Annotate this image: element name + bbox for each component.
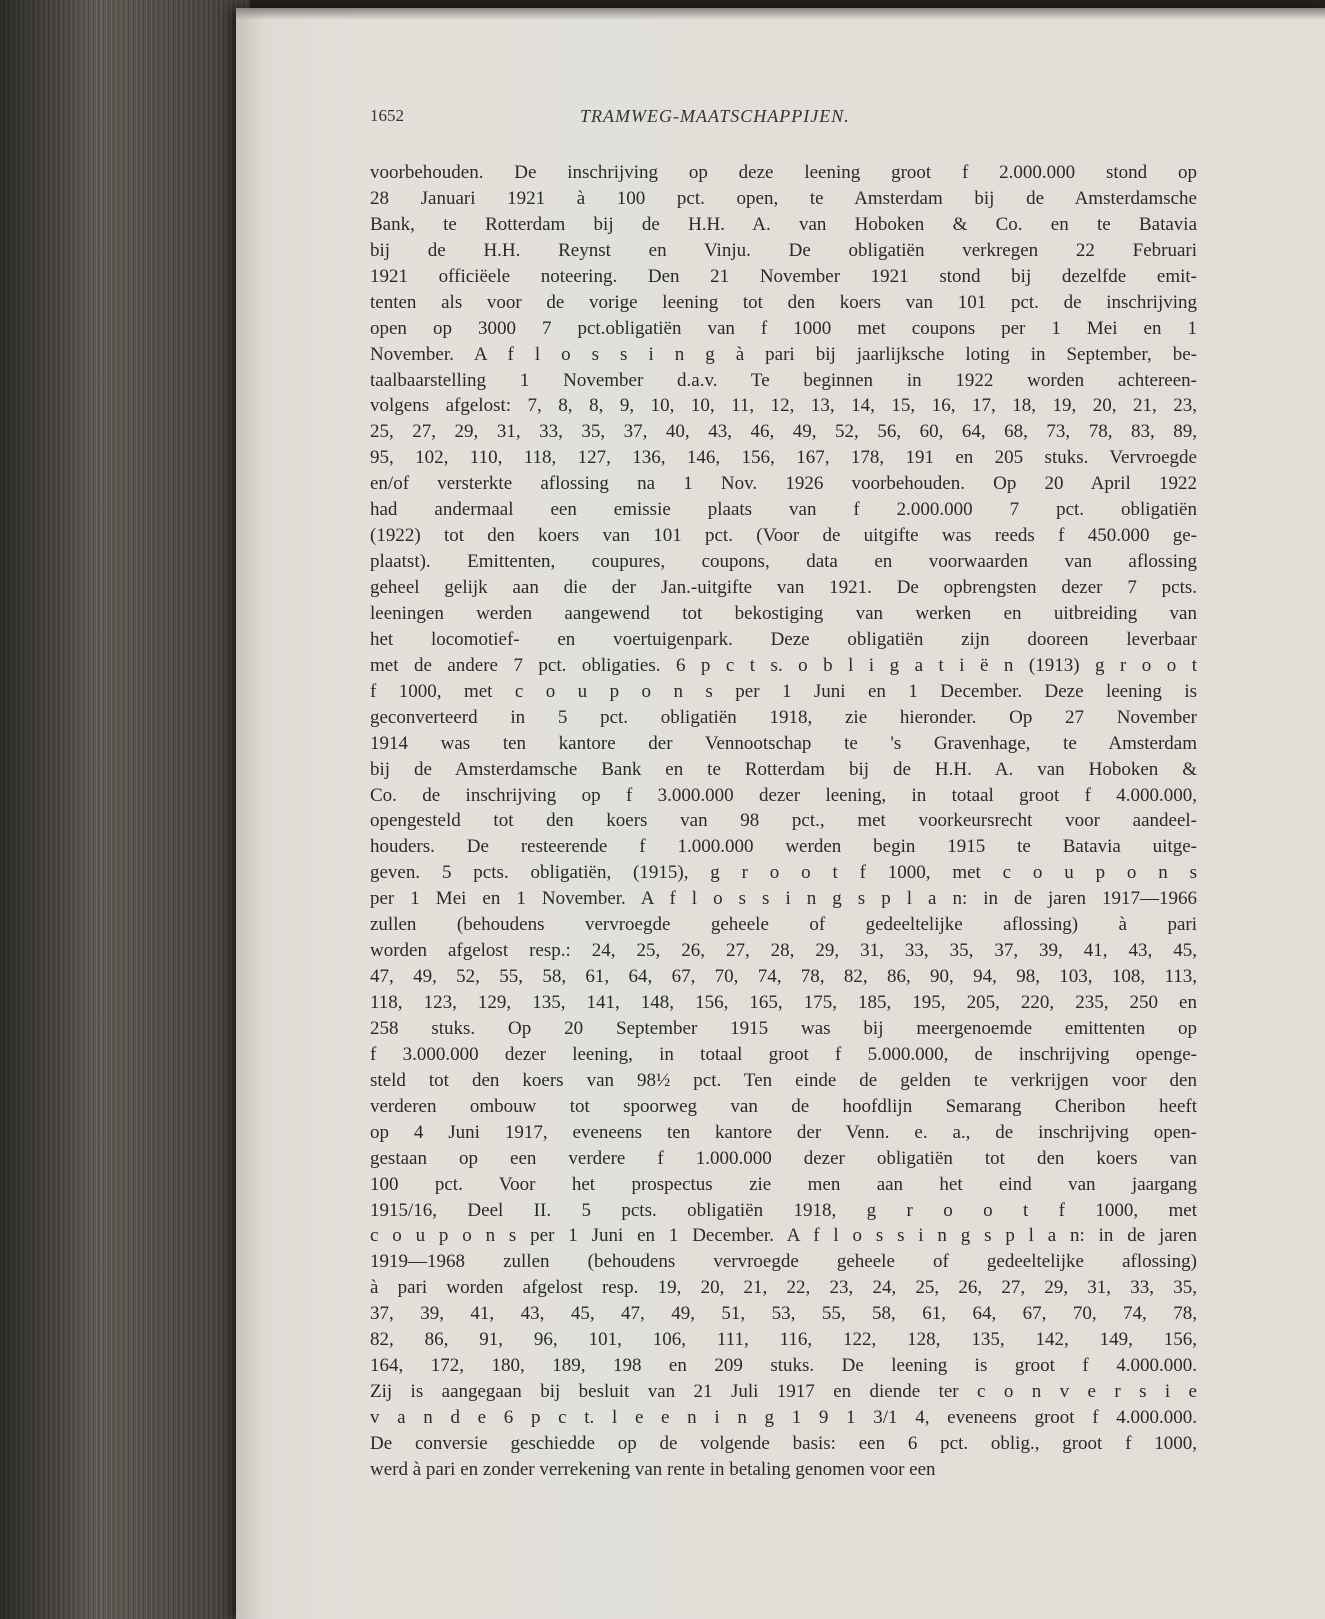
text-line: werd à pari en zonder verrekening van rente in betaling genomen voor een	[370, 1458, 936, 1480]
text-line: (1922) tot den koers van 101 pct. (Voor de uitgifte was reeds f 450.000 ge-	[370, 525, 1197, 547]
text-line: 164, 172, 180, 189, 198 en 209 stuks. De leening is groot f 4.000.000.	[370, 1355, 1197, 1377]
text-line: tenten als voor de vorige leening tot den koers van 101 pct. de inschrijving	[370, 291, 1197, 313]
text-line: November. A f l o s s i n g à pari bij jaarlijksche loting in September, be-	[370, 343, 1197, 365]
text-line: c o u p o n s per 1 Juni en 1 December. A f l o s s i n g s p l a n: in de jaren	[370, 1225, 1197, 1247]
text-line: en/of versterkte aflossing na 1 Nov. 1926 voorbehouden. Op 20 April 1922	[370, 473, 1197, 495]
text-line: geven. 5 pcts. obligatiën, (1915), g r o o t f 1000, met c o u p o n s	[370, 862, 1197, 884]
text-line: 100 pct. Voor het prospectus zie men aan het eind van jaargang	[370, 1173, 1197, 1195]
text-line: 1919—1968 zullen (behoudens vervroegde geheele of gedeeltelijke aflossing)	[370, 1251, 1197, 1273]
text-line: gestaan op een verdere f 1.000.000 dezer obligatiën tot den koers van	[370, 1147, 1197, 1169]
page-header	[370, 106, 980, 134]
text-line: open op 3000 7 pct.obligatiën van f 1000 met coupons per 1 Mei en 1	[370, 317, 1197, 339]
text-line: 28 Januari 1921 à 100 pct. open, te Amsterdam bij de Amsterdamsche	[370, 187, 1197, 209]
text-line: f 3.000.000 dezer leening, in totaal groot f 5.000.000, de inschrijving openge-	[370, 1043, 1197, 1065]
text-line: bij de Amsterdamsche Bank en te Rotterdam bij de H.H. A. van Hoboken &	[370, 758, 1197, 780]
text-line: 95, 102, 110, 118, 127, 136, 146, 156, 167, 178, 191 en 205 stuks. Vervroegde	[370, 447, 1197, 469]
book-page-edges	[0, 0, 250, 1619]
page-number: 1652	[370, 106, 404, 125]
text-line: 47, 49, 52, 55, 58, 61, 64, 67, 70, 74, 78, 82, 86, 90, 94, 98, 103, 108, 113,	[370, 966, 1197, 988]
text-line: Bank, te Rotterdam bij de H.H. A. van Hoboken & Co. en te Batavia	[370, 213, 1197, 235]
text-line: plaatst). Emittenten, coupures, coupons, data en voorwaarden van aflossing	[370, 551, 1197, 573]
text-line: à pari worden afgelost resp. 19, 20, 21, 22, 23, 24, 25, 26, 27, 29, 31, 33, 35,	[370, 1277, 1197, 1299]
text-line: houders. De resteerende f 1.000.000 werden begin 1915 te Batavia uitge-	[370, 836, 1197, 858]
text-line: De conversie geschiedde op de volgende basis: een 6 pct. oblig., groot f 1000,	[370, 1432, 1197, 1454]
text-line: had andermaal een emissie plaats van f 2.000.000 7 pct. obligatiën	[370, 499, 1197, 521]
text-line: voorbehouden. De inschrijving op deze leening groot f 2.000.000 stond op	[370, 162, 1197, 183]
text-line: het locomotief- en voertuigenpark. Deze obligatiën zijn dooreen leverbaar	[370, 628, 1197, 650]
text-line: 258 stuks. Op 20 September 1915 was bij meergenoemde emittenten op	[370, 1017, 1197, 1039]
text-line: Zij is aangegaan bij besluit van 21 Juli 1917 en diende ter c o n v e r s i e	[370, 1381, 1197, 1403]
text-line: geconverteerd in 5 pct. obligatiën 1918, zie hieronder. Op 27 November	[370, 706, 1197, 728]
text-line: taalbaarstelling 1 November d.a.v. Te beginnen in 1922 worden achtereen-	[370, 369, 1197, 391]
text-line: 118, 123, 129, 135, 141, 148, 156, 165, 175, 185, 195, 205, 220, 235, 250 en	[370, 992, 1197, 1013]
text-line: op 4 Juni 1917, eveneens ten kantore der Venn. e. a., de inschrijving open-	[370, 1121, 1197, 1143]
text-line: 82, 86, 91, 96, 101, 106, 111, 116, 122, 128, 135, 142, 149, 156,	[370, 1329, 1197, 1351]
text-line: worden afgelost resp.: 24, 25, 26, 27, 28, 29, 31, 33, 35, 37, 39, 41, 43, 45,	[370, 940, 1197, 962]
text-line: f 1000, met c o u p o n s per 1 Juni en 1 December. Deze leening is	[370, 680, 1197, 702]
text-line: 1914 was ten kantore der Vennootschap te 's Gravenhage, te Amsterdam	[370, 732, 1197, 754]
text-line: per 1 Mei en 1 November. A f l o s s i n g s p l a n: in de jaren 1917—1966	[370, 888, 1197, 910]
body-text	[370, 160, 1197, 1483]
text-line: 25, 27, 29, 31, 33, 35, 37, 40, 43, 46, 49, 52, 56, 60, 64, 68, 73, 78, 83, 89,	[370, 421, 1197, 443]
text-line: opengesteld tot den koers van 98 pct., met voorkeursrecht voor aandeel-	[370, 810, 1197, 832]
text-line: leeningen werden aangewend tot bekostiging van werken en uitbreiding van	[370, 602, 1197, 624]
text-line: zullen (behoudens vervroegde geheele of gedeeltelijke aflossing) à pari	[370, 914, 1197, 936]
text-line: 1915/16, Deel II. 5 pcts. obligatiën 1918, g r o o t f 1000, met	[370, 1199, 1197, 1221]
text-line: steld tot den koers van 98½ pct. Ten einde de gelden te verkrijgen voor den	[370, 1069, 1197, 1091]
text-line: 1921 officiëele noteering. Den 21 November 1921 stond bij dezelfde emit-	[370, 265, 1197, 287]
text-line: bij de H.H. Reynst en Vinju. De obligatiën verkregen 22 Februari	[370, 239, 1197, 261]
text-line: Co. de inschrijving op f 3.000.000 dezer leening, in totaal groot f 4.000.000,	[370, 784, 1197, 806]
text-line: geheel gelijk aan die der Jan.-uitgifte van 1921. De opbrengsten dezer 7 pcts.	[370, 577, 1197, 598]
text-line: volgens afgelost: 7, 8, 8, 9, 10, 10, 11, 12, 13, 14, 15, 16, 17, 18, 19, 20, 21, 23,	[370, 395, 1197, 417]
running-title: TRAMWEG-MAATSCHAPPIJEN.	[580, 106, 850, 126]
text-line: v a n d e 6 p c t. l e e n i n g 1 9 1 3/1 4, eveneens groot f 4.000.000.	[370, 1407, 1197, 1428]
text-line: met de andere 7 pct. obligaties. 6 p c t s. o b l i g a t i ë n (1913) g r o o t	[370, 654, 1197, 676]
text-line: 37, 39, 41, 43, 45, 47, 49, 51, 53, 55, 58, 61, 64, 67, 70, 74, 78,	[370, 1303, 1197, 1325]
text-line: verderen ombouw tot spoorweg van de hoofdlijn Semarang Cheribon heeft	[370, 1095, 1197, 1117]
